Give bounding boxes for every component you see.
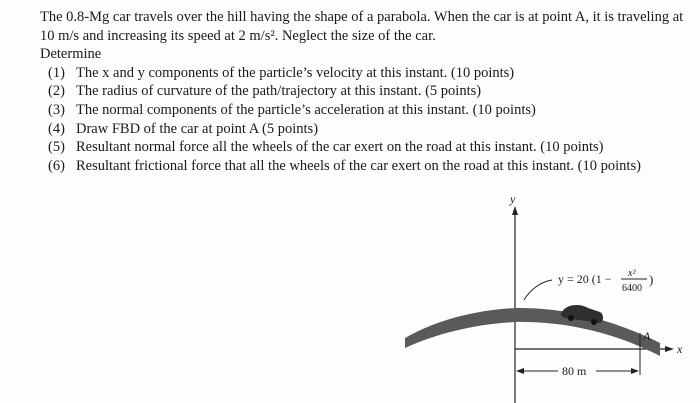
point-a-label: A xyxy=(643,329,651,343)
question-item: (6) Resultant frictional force that all the wheels of the car exert on the road at this instant. (10 points) xyxy=(48,157,641,174)
equation-leader-line xyxy=(524,280,552,300)
x-axis-label: x xyxy=(677,342,683,356)
question-item: (5) Resultant normal force all the wheels of the car exert on the road at this instant. (10 points) xyxy=(48,139,604,156)
dimension-label: 80 m xyxy=(562,364,587,378)
y-axis-arrow-icon xyxy=(512,206,518,215)
question-item: (3) The normal components of the particle’s acceleration at this instant. (10 points) xyxy=(48,101,536,118)
problem-intro: The 0.8-Mg car travels over the hill having the shape of a parabola. When the car is at point A, it is traveling at 10 m/s and increasing its speed at 2 m/s². Neglect the size of the car. xyxy=(40,9,684,44)
question-item: (1) The x and y components of the particle’s velocity at this instant. (10 points) xyxy=(48,64,515,81)
question-item: (4) Draw FBD of the car at point A (5 points) xyxy=(48,120,319,137)
equation-prefix: y = 20 (1 − xyxy=(558,272,612,286)
dimension-arrow-left-icon xyxy=(516,368,524,374)
hill-equation xyxy=(558,268,653,294)
equation-denominator: 6400 xyxy=(622,283,642,294)
equation-numerator: x² xyxy=(628,268,636,279)
x-axis-arrow-icon xyxy=(665,346,674,352)
dimension-arrow-right-icon xyxy=(631,368,639,374)
y-axis-label: y xyxy=(510,192,516,206)
question-item: (2) The radius of curvature of the path/trajectory at this instant. (5 points) xyxy=(48,83,482,100)
determine-heading: Determine xyxy=(40,46,102,63)
equation-suffix: ) xyxy=(649,272,654,287)
